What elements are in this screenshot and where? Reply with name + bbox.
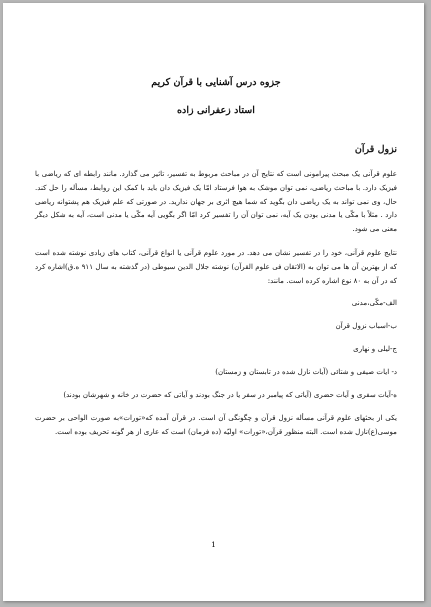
list-item: الف-مکّی،مدنی	[351, 298, 397, 308]
title-block	[35, 75, 397, 119]
document-author: استاد زعفرانی زاده	[177, 105, 255, 116]
list-item: ب-اسباب نزول قرآن	[335, 321, 397, 331]
list-item: ه-آیات سفری و آیات حضری (آیاتی که پیامبر در سفر یا در جنگ بودند و آیاتی که حضرت در خانه و شهرشان بودند)	[63, 389, 397, 399]
page-number: 1	[211, 540, 216, 549]
document-title: جزوه درس آشنایی با قرآن کریم	[151, 77, 281, 88]
document-page	[3, 3, 424, 601]
list-item: ج-لیلی و نهاری	[353, 343, 397, 353]
page-content	[35, 75, 397, 439]
paragraph-results: نتایج علوم قرآنی، خود را در تفسیر نشان می دهد. در مورد علوم قرآنی یا انواع قرآنی، کتاب های زیادی نوشته شده است که از بهترین آن ها می توان به (الاتقان فی علوم القرآن) نوشته جلال الدین سیوطی (در گذشته به سال ۹۱۱ ه.ق)اشاره کرد که در آن به ۸۰ نوع اشاره کرده است. مانند:	[35, 247, 398, 285]
paragraph-closing: یکی از بحثهای علوم قرآنی مسأله نزول قرآن و چگونگی آن است. در قرآن آمده که«تورات»به صورت الواحی بر حضرت موسی(ع)نازل شده است. البته منظور قرآن،«تورات» اولیّه (ده فرمان) است که عاری از هر گونه تحریف بوده است.	[35, 413, 397, 437]
list-item: د- ایات صیفی و شتائی (آیات نازل شده در تابستان و زمستان)	[215, 366, 397, 376]
paragraph-intro: علوم قرآنی یک مبحث پیرامونی است که نتایج آن در مباحث مربوط به تفسیر، تاثیر می گذارد. مانند رابطه ای که ریاضی با فیزیک دارد. با مباحث ریاضی، نمی توان موشک به هوا فرستاد امّا یک فیزیک دان باید با کمک این روابط، مسأله را حل کند. حال، وی نمی تواند به یک ریاضی دان بگوید که شما هیچ اثری بر جهان ندارید. در صورتی که علم فیزیک هم پشتوانه ریاضی دارد . مثلاً با مکّی یا مدنی بودن یک آیه، نمی توان آن را تفسیر کرد امّا اگر بگویی آیه مکّی یا مدنی است، آیه به شکل دیگر معنی می شود.	[35, 169, 397, 234]
section-heading: نزول قرآن	[354, 144, 397, 155]
